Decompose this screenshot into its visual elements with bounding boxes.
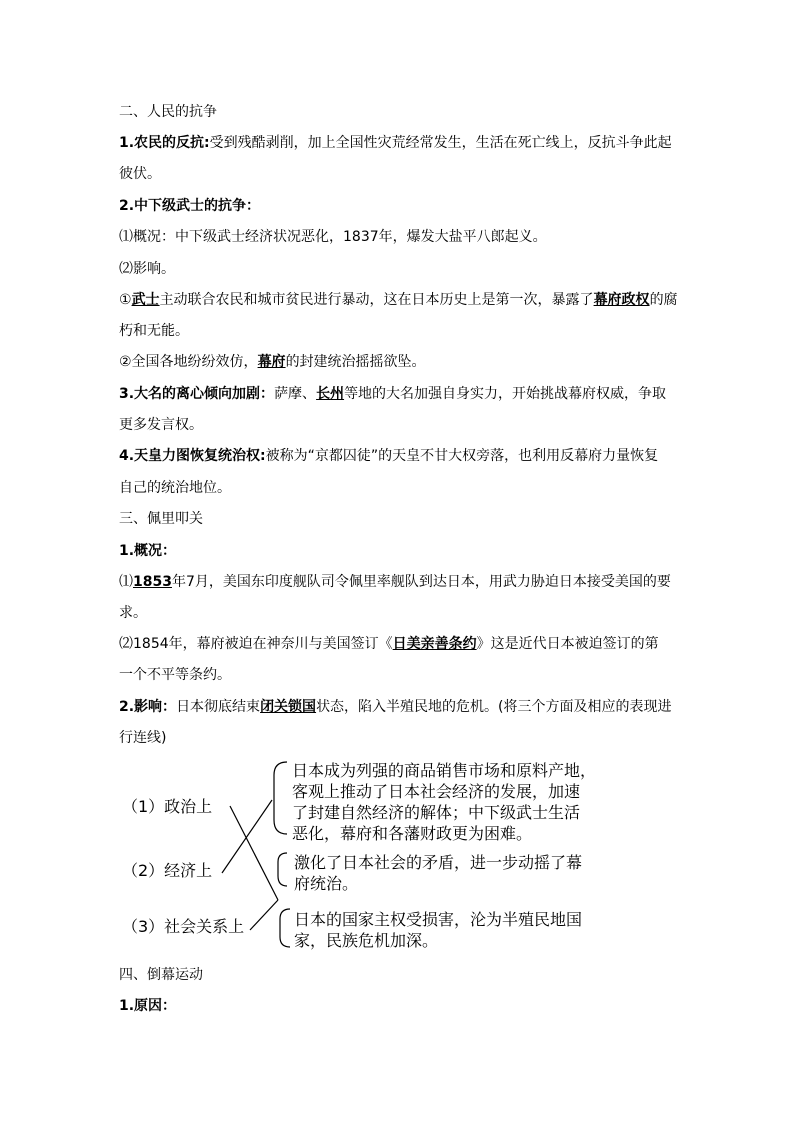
item-label: 1.农民的反抗: <box>119 135 210 151</box>
item-label: 3.大名的离心倾向加剧： <box>119 386 275 402</box>
item-line: 客观上推动了日本社会经济的发展，加速 <box>292 782 581 801</box>
point-text: 》这是近代日本被迫签订的第 <box>476 636 659 652</box>
underlined-term: 1853 <box>133 574 172 590</box>
paragraph-continuation: 一个不平等条约。 <box>119 667 231 683</box>
bracket-society <box>278 853 287 886</box>
underlined-term: 幕府 <box>257 354 286 370</box>
paragraph-continuation: 朽和无能。 <box>119 323 189 339</box>
item-text: 状态，陷入半殖民地的危机。(将三个方面及相应的表现进 <box>316 699 672 715</box>
left-label-society: （3）社会关系上 <box>122 917 245 936</box>
section-4-title: 四、倒幕运动 <box>119 967 203 983</box>
paragraph-continuation: 彼伏。 <box>119 166 161 182</box>
connector-economy <box>222 800 272 873</box>
paragraph-continuation: 求。 <box>119 605 147 621</box>
connector-society <box>250 900 278 930</box>
point-text: 的封建统治摇摇欲坠。 <box>285 354 426 370</box>
paragraph-continuation: 自己的统治地位。 <box>119 480 231 496</box>
item-line: 日本成为列强的商品销售市场和原料产地， <box>292 761 597 780</box>
underlined-term: 闭关锁国 <box>260 699 317 715</box>
paragraph-continuation: 行连线) <box>119 730 167 746</box>
bracket-economy <box>274 762 287 834</box>
point-marker: ⑴ <box>119 574 133 590</box>
point-text: ⑵1854年，幕府被迫在神奈川与美国签订《 <box>119 636 393 652</box>
item-text: 等地的大名加强自身实力，开始挑战幕府权威，争取 <box>344 386 667 402</box>
paragraph-continuation: 更多发言权。 <box>119 417 203 433</box>
samurai-resistance-heading: 2.中下级武士的抗争： <box>119 198 261 214</box>
overview-heading: 1.概况： <box>119 543 177 559</box>
cause-heading: 1.原因： <box>119 998 177 1014</box>
point-text: 的腐 <box>649 292 678 308</box>
item-line: 家，民族危机加深。 <box>294 931 439 950</box>
item-text: 受到残酷剥削，加上全国性灾荒经常发生，生活在死亡线上，反抗斗争此起 <box>209 135 672 151</box>
item-text: 日本彻底结束 <box>176 699 261 715</box>
underlined-term: 日美亲善条约 <box>392 636 477 652</box>
overview-paragraph: ⑴概况：中下级武士经济状况恶化，1837年，爆发大盐平八郎起义。 <box>119 229 547 245</box>
section-2-title: 二、人民的抗争 <box>119 104 217 120</box>
bracket-politics <box>280 909 290 947</box>
item-line: 日本的国家主权受损害，沦为半殖民地国 <box>294 910 583 929</box>
point-text: 年7月，美国东印度舰队司令佩里率舰队到达日本，用武力胁迫日本接受美国的要 <box>171 574 671 590</box>
point-text: ②全国各地纷纷效仿， <box>119 354 258 370</box>
item-line: 府统治。 <box>294 874 359 893</box>
item-line: 了封建自然经济的解体；中下级武士生活 <box>292 803 581 822</box>
item-text: 萨摩、 <box>274 386 317 402</box>
underlined-term: 长州 <box>316 386 345 402</box>
section-3-title: 三、佩里叩关 <box>119 511 203 527</box>
underlined-term: 幕府政权 <box>593 292 650 308</box>
left-label-economy: （2）经济上 <box>122 861 213 880</box>
item-label: 4.天皇力图恢复统治权: <box>119 448 266 464</box>
item-label: 2.影响： <box>119 699 177 715</box>
point-marker: ① <box>119 292 132 308</box>
item-line: 恶化，幕府和各藩财政更为困难。 <box>292 824 533 843</box>
left-label-politics: （1）政治上 <box>122 797 213 816</box>
underlined-term: 武士 <box>131 292 160 308</box>
impact-heading: ⑵影响。 <box>119 261 175 277</box>
item-text: 被称为“京都囚徒”的天皇不甘大权旁落，也利用反幕府力量恢复 <box>265 448 659 464</box>
connector-politics <box>230 806 278 900</box>
item-line: 激化了日本社会的矛盾，进一步动摇了幕 <box>294 853 583 872</box>
point-text: 主动联合农民和城市贫民进行暴动，这在日本历史上是第一次，暴露了 <box>159 292 594 308</box>
